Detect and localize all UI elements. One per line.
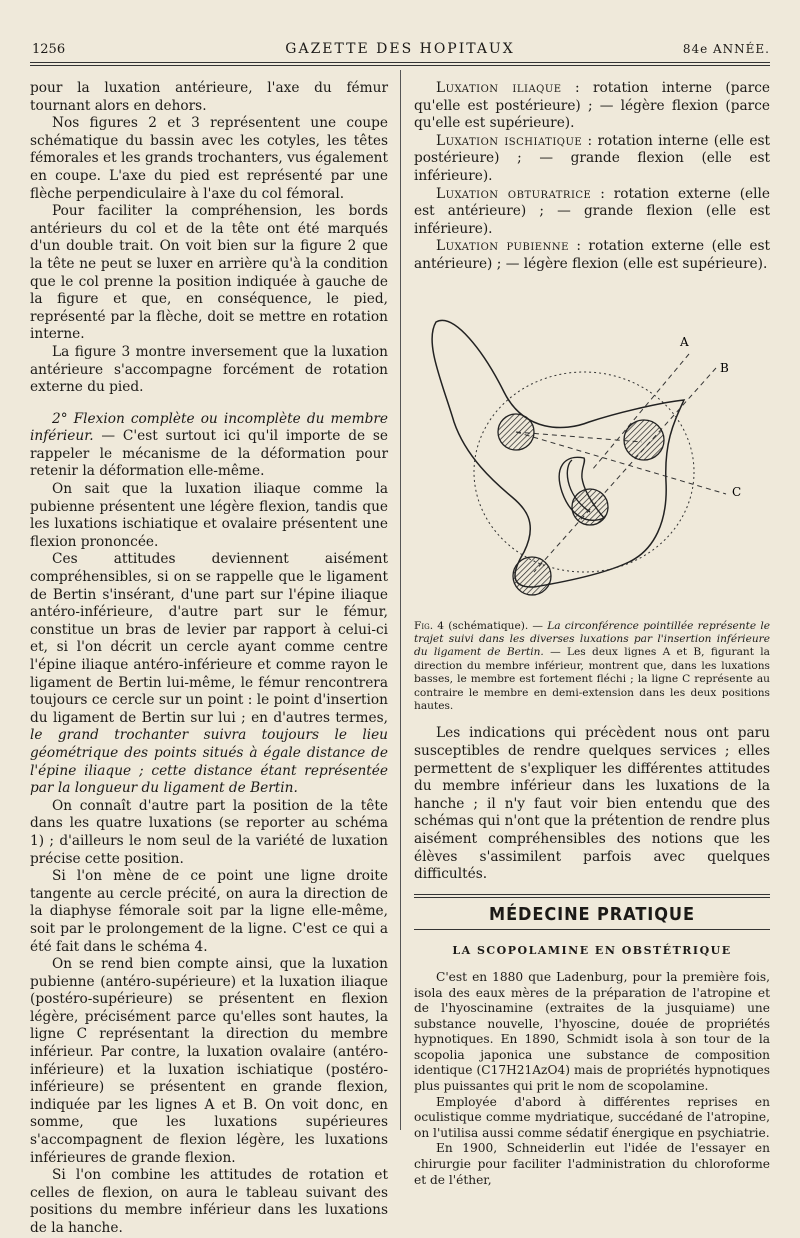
femoral-head-iliaque <box>498 414 534 450</box>
section-title: MÉDECINE PRATIQUE <box>489 903 695 925</box>
luxation-text: : rotation externe (elle est antérieure) ; — légère flexion (elle est supérieure). <box>414 238 770 272</box>
emphasis-text: le grand trochanter suivra toujours le lieu géométrique des points situés à égale distance de l'épine iliaque ; cette distance étant représentée par la longueur du ligament de Bertin. <box>30 727 388 797</box>
figure-4 <box>414 282 770 620</box>
year-label: 84e ANNÉE. <box>682 42 770 56</box>
figure-caption <box>414 620 770 714</box>
dotted-circle <box>474 372 694 572</box>
left-column <box>30 80 388 1238</box>
journal-title: GAZETTE DES HOPITAUX <box>285 41 515 57</box>
paragraph: C'est en 1880 que Ladenburg, pour la première fois, isola des eaux mères de la préparation de l'atropine et de l'hyoscinamine (extraites de la jusquiame) une substance nouvelle, l'hyoscine, douée de propriétés hypnotiques. En 1890, Schmidt isola à son tour de la scopolia japonica une substance de composition identique (C17H21AzO4) mais de propriétés hypnotiques plus puissantes qui prit le nom de scopolamine. <box>414 969 770 1094</box>
paragraph: Pour faciliter la compréhension, les bords antérieurs du col et de la tête ont été marqués d'un double trait. On voit bien sur la figure 2 que la tête ne peut se luxer en arrière qu'à la condition que le col prenne la position indiquée à gauche de la figure et que, en conséquence, le pied, représenté par la flèche, doit se mettre en rotation interne. <box>30 203 388 343</box>
luxation-text: : rotation interne (parce qu'elle est postérieure) ; — légère flexion (parce qu'elle est supérieure). <box>414 80 771 132</box>
paragraph-bertin <box>30 551 388 797</box>
section-rule-top <box>414 894 770 895</box>
paragraph: En 1900, Schneiderlin eut l'idée de l'essayer en chirurgie pour faciliter l'administration du chloroforme et de l'éther, <box>414 1141 770 1187</box>
section-rule-bottom <box>414 929 770 930</box>
luxation-label: Luxation obturatrice <box>436 185 592 202</box>
luxation-ischiatique <box>414 133 770 186</box>
paragraph: Si l'on combine les attitudes de rotation et celles de flexion, on aura le tableau suivant des positions du membre inférieur dans les luxations de la hanche. <box>30 1167 388 1236</box>
hip-schematic-diagram <box>414 282 770 620</box>
femoral-head-ischiatique <box>513 557 551 595</box>
caption-text: (schématique). — <box>444 619 548 632</box>
line-b <box>534 368 716 572</box>
luxation-text: : rotation externe (elle est antérieure) ; — grande flexion (elle est inférieure). <box>414 185 770 237</box>
luxation-obturatrice <box>414 186 770 239</box>
header-rule-top <box>30 62 770 63</box>
paragraph-text: — C'est surtout ici qu'il importe de se rappeler le mécanisme de la déformation pour retenir la déformation elle-même. <box>30 428 388 480</box>
caption-text: — Les deux lignes A et B, figurant la direction du membre inférieur, montrent que, dans les luxations basses, le membre est fortement fléchi ; la ligne C représente au contraire le membre en demi-extension dans les deux positions hautes. <box>414 646 770 712</box>
subsection-title: LA SCOPOLAMINE EN OBSTÉTRIQUE <box>452 944 732 958</box>
page-number: 1256 <box>32 42 66 57</box>
caption-emphasis: La circonférence pointillée représente le trajet suivi dans les diverses luxations par l'insertion inférieure du ligament de Bertin. <box>414 619 770 659</box>
femoral-head-pubienne <box>624 420 664 460</box>
paragraph: La figure 3 montre inversement que la luxation antérieure s'accompagne forcément de rotation externe du pied. <box>30 343 388 396</box>
luxation-pubienne <box>414 238 770 273</box>
header-rule-bottom <box>30 65 770 66</box>
femoral-head-obturatrice <box>572 489 608 525</box>
column-divider <box>400 70 401 1130</box>
subheading: 2° Flexion complète ou incomplète du membre inférieur. <box>30 410 388 445</box>
paragraph: Employée d'abord à différentes reprises en oculistique comme mydriatique, succédané de l'atropine, on l'utilisa aussi comme sédatif énergique en psychiatrie. <box>414 1094 770 1140</box>
luxation-iliaque <box>414 80 770 133</box>
paragraph-text: Ces attitudes deviennent aisément compréhensibles, si on se rappelle que le ligament de Bertin s'insérant, d'une part sur l'épine iliaque antéro-inférieure, d'autre part sur le fémur, constitue un bras de levier par rapport à celui-ci et, si l'on décrit un cercle ayant comme centre l'épine iliaque antéro-inférieure et comme rayon le ligament de Bertin lui-même, le fémur rencontrera toujours ce cercle sur un point : le point d'insertion du ligament de Bertin sur lui ; en d'autres termes, <box>30 551 388 726</box>
paragraph-flexion <box>30 411 388 481</box>
paragraph: pour la luxation antérieure, l'axe du fémur tournant alors en dehors. <box>30 80 388 114</box>
label-b: B <box>720 360 729 375</box>
paragraph: Nos figures 2 et 3 représentent une coupe schématique du bassin avec les cotyles, les têtes fémorales et les grands trochanters, vus également en coupe. L'axe du pied est représenté par une flèche perpendiculaire à l'axe du col fémoral. <box>30 115 388 202</box>
right-column <box>414 80 770 1188</box>
luxation-label: Luxation ischiatique <box>436 132 583 149</box>
caption-label: Fig. 4 <box>414 619 445 632</box>
label-a: A <box>680 334 689 349</box>
label-c: C <box>732 484 742 499</box>
luxation-label: Luxation iliaque <box>436 80 562 96</box>
paragraph: On sait que la luxation iliaque comme la pubienne présentent une légère flexion, tandis que les luxations ischiatique et ovalaire présentent une flexion prononcée. <box>30 481 388 550</box>
luxation-label: Luxation pubienne <box>436 238 569 255</box>
section-rule-top-2 <box>414 897 770 898</box>
paragraph: On connaît d'autre part la position de la tête dans les quatre luxations (se reporter au schéma 1) ; d'ailleurs le nom seul de la variété de luxation précise cette position. <box>30 797 388 867</box>
line-c <box>516 432 726 494</box>
paragraph: On se rend bien compte ainsi, que la luxation pubienne (antéro-supérieure) et la luxation iliaque (postéro-supérieure) se présentent en flexion légère, précisément parce qu'elles sont hautes, la ligne C représentant la direction du membre inférieur. Par contre, la luxation ovalaire (antéro-inférieure) et la luxation ischiatique (postéro-inférieure) se présentent en grande flexion, indiquée par les lignes A et B. On voit donc, en somme, que les luxations supérieures s'accompagnent de flexion légère, les luxations inférieures de grande flexion. <box>30 956 388 1166</box>
luxation-text: : rotation interne (elle est postérieure) ; — grande flexion (elle est inférieure). <box>414 132 771 184</box>
running-header <box>30 40 770 62</box>
paragraph: Si l'on mène de ce point une ligne droite tangente au cercle précité, on aura la direction de la diaphyse fémorale soit par la ligne elle-même, soit par le prolongement de la ligne. C'est ce qui a été fait dans le schéma 4. <box>30 868 388 955</box>
paragraph: Les indications qui précèdent nous ont paru susceptibles de rendre quelques services ; elles permettent de s'expliquer les différentes attitudes du membre inférieur dans les luxations de la hanche ; il n'y faut voir bien entendu que des schémas qui n'ont que la prétention de rendre plus aisément compréhensibles des notions que les élèves s'assimilent parfois avec quelques difficultés. <box>414 725 770 883</box>
